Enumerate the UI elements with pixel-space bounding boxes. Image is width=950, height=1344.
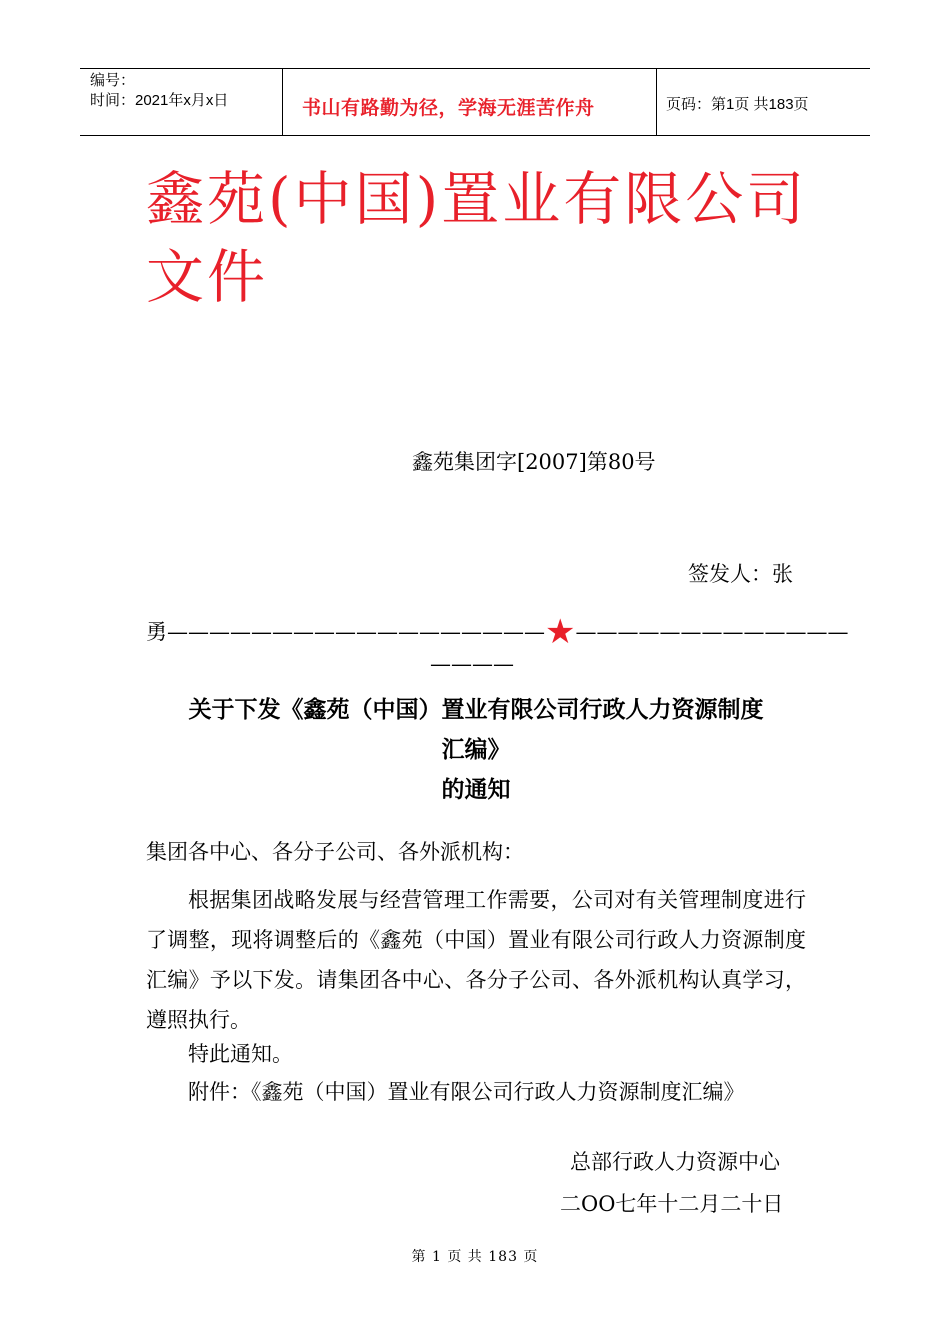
title-line-1: 关于下发《鑫苑（中国）置业有限公司行政人力资源制度 bbox=[188, 697, 764, 723]
star-icon: ★ bbox=[545, 612, 576, 652]
separator-rule-continuation: ———— bbox=[430, 652, 514, 676]
title-line-3: 的通知 bbox=[441, 777, 511, 803]
header-meta bbox=[90, 71, 228, 111]
page-header-table bbox=[80, 68, 870, 136]
issue-date: 二OO七年十二月二十日 bbox=[560, 1192, 784, 1216]
signer: 签发人：张 bbox=[688, 562, 793, 586]
header-divider bbox=[282, 69, 283, 135]
document-number: 鑫苑集团字[2007]第80号 bbox=[412, 450, 656, 474]
header-number-label: 编号： bbox=[90, 72, 136, 89]
header-motto: 书山有路勤为径，学海无涯苦作舟 bbox=[302, 97, 595, 119]
closing-remark: 特此通知。 bbox=[188, 1042, 293, 1066]
document-label: 文件 bbox=[146, 243, 269, 311]
page-footer: 第 1 页 共 183 页 bbox=[411, 1249, 539, 1265]
salutation: 集团各中心、各分子公司、各外派机构： bbox=[146, 840, 524, 864]
title-line-2: 汇编》 bbox=[441, 737, 511, 763]
signer-continuation: 勇 bbox=[146, 620, 167, 644]
company-letterhead bbox=[146, 160, 826, 316]
header-time-label: 时间：2021年x月x日 bbox=[90, 92, 229, 109]
attachment-note: 附件：《鑫苑（中国）置业有限公司行政人力资源制度汇编》 bbox=[188, 1080, 745, 1104]
rule-left: —————————————————— bbox=[167, 620, 545, 644]
notice-title bbox=[146, 690, 806, 810]
header-page-info: 页码：第1页 共183页 bbox=[666, 96, 809, 113]
company-name: 鑫苑(中国)置业有限公司 bbox=[146, 165, 808, 233]
rule-right: ————————————— bbox=[575, 620, 849, 644]
body-paragraph: 根据集团战略发展与经营管理工作需要，公司对有关管理制度进行了调整，现将调整后的《鑫苑（中国）置业有限公司行政人力资源制度汇编》予以下发。请集团各中心、各分子公司、各外派机构认真学习，遵照执行。 bbox=[146, 888, 806, 1032]
separator-rule bbox=[146, 612, 848, 652]
issuer-name: 总部行政人力资源中心 bbox=[570, 1150, 780, 1174]
header-divider bbox=[656, 69, 657, 135]
